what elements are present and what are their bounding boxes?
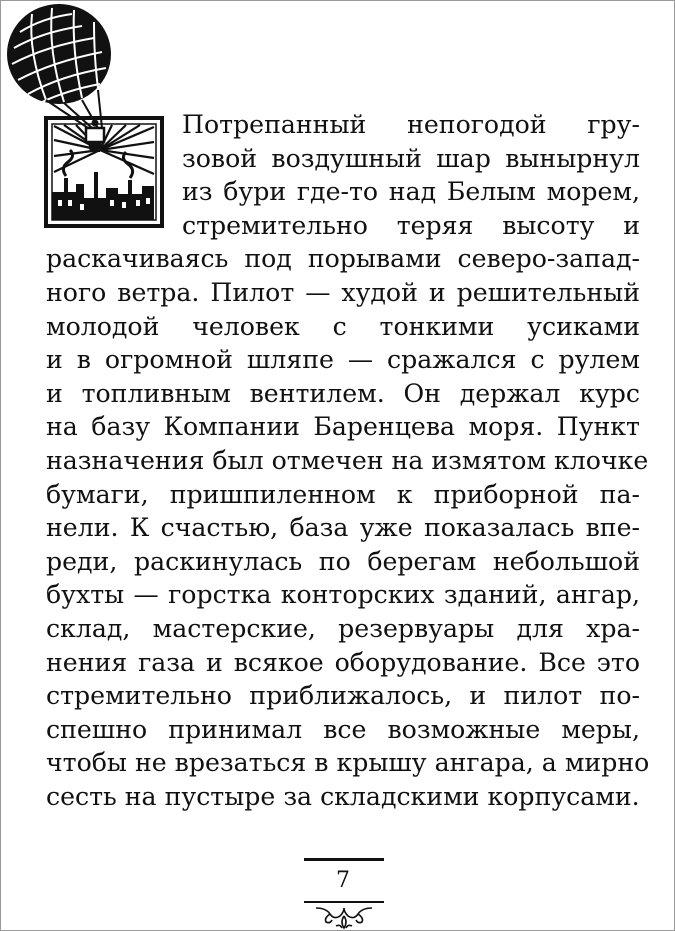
paragraph-line: из бури где-то над Белым морем,: [182, 177, 640, 207]
story-paragraph: [46, 108, 650, 813]
paragraph-line: бумаги, пришпиленном к приборной па-: [46, 479, 640, 509]
paragraph-line: стремительно приближалось, и пилот по-: [46, 681, 640, 711]
paragraph-line: реди, раскинулась по берегам небольшой: [46, 546, 640, 576]
paragraph-line: Потрепанный непогодой гру-: [182, 110, 640, 139]
paragraph-line: чтобы не врезаться в крышу ангара, а мирно: [46, 748, 650, 778]
paragraph-line: сесть на пустыре за складскими корпусами.: [46, 781, 640, 811]
paragraph-line: бухты — горстка конторских зданий, ангар,: [46, 580, 640, 610]
paragraph-line: зовой воздушный шар вынырнул: [182, 143, 640, 173]
footer-rule-bottom: [304, 901, 384, 903]
paragraph-line: назначения был отмечен на измятом клочке: [46, 445, 649, 475]
flourish-ornament-icon: [312, 904, 376, 931]
paragraph-line: спешно принимал все возможные меры,: [46, 714, 640, 744]
paragraph-line: раскачиваясь под порывами северо-запад-: [46, 244, 640, 274]
paragraph-line: и топливным вентилем. Он держал курс: [46, 378, 640, 408]
paragraph-line: нели. К счастью, база уже показалась впе-: [46, 513, 640, 543]
paragraph-line: молодой человек с тонкими усиками: [46, 311, 640, 341]
page-number: 7: [336, 868, 350, 893]
paragraph-line: нения газа и всякое оборудование. Все это: [46, 647, 640, 677]
paragraph-line: и в огромной шляпе — сражался с рулем: [46, 345, 640, 375]
paragraph-line: ного ветра. Пилот — худой и решительный: [46, 277, 640, 307]
paragraph-line: на базу Компании Баренцева моря. Пункт: [46, 412, 640, 442]
paragraph-line: стремительно теряя высоту и: [182, 210, 640, 240]
footer-rule-top: [304, 858, 384, 861]
page-footer: [300, 856, 386, 931]
paragraph-line: склад, мастерские, резервуары для хра-: [46, 613, 640, 643]
